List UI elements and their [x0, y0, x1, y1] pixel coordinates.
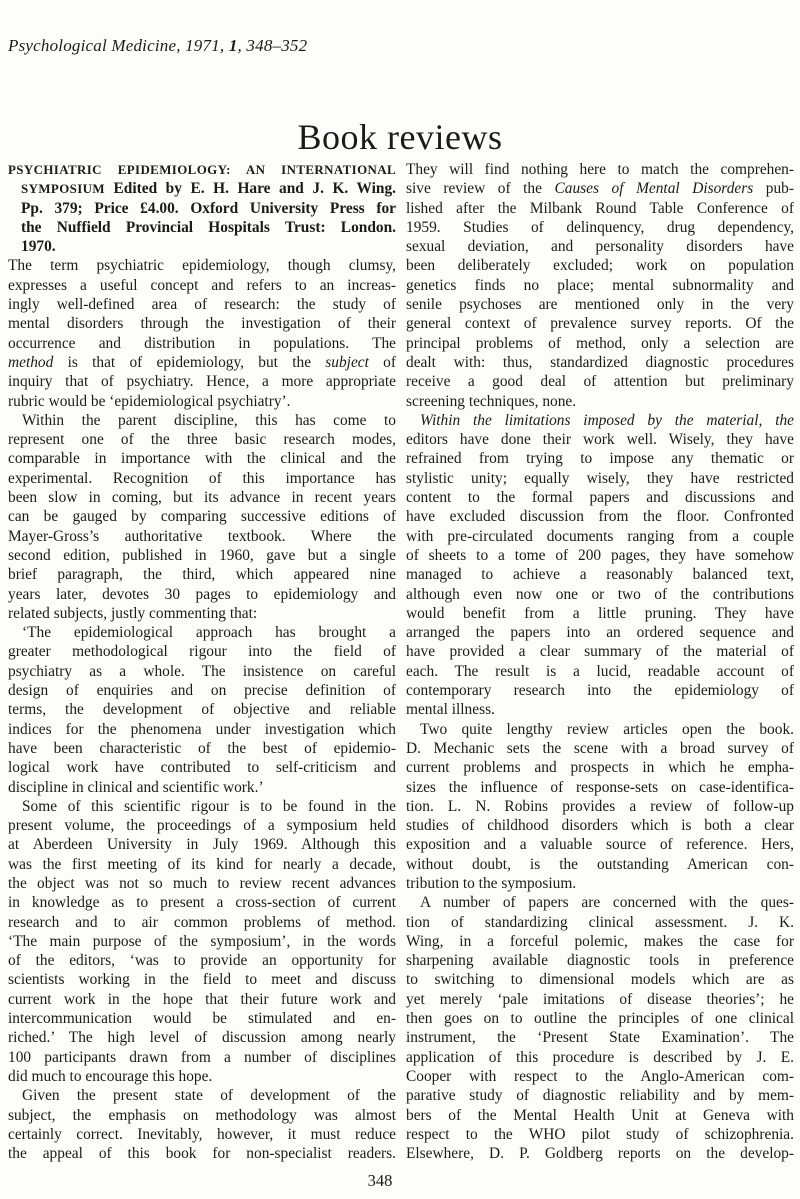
text-line: [8, 758, 396, 777]
text-run: genetics finds no place; mental subnormality and: [406, 276, 794, 294]
text-line: [406, 334, 794, 353]
text-line: [8, 1067, 396, 1086]
text-line: [8, 932, 396, 951]
text-run: inquiry that of psychiatry. Hence, a more appropriate: [8, 373, 396, 391]
text-line: [406, 565, 794, 584]
text-run: instrument, the ‘Present State Examination’. The: [406, 1029, 794, 1047]
text-run: the Nuffield Provincial Hospitals Trust: London.: [21, 218, 396, 236]
text-line: [406, 758, 794, 777]
paragraph: [406, 720, 794, 894]
text-line: [8, 449, 396, 468]
journal-citation: [8, 36, 307, 56]
text-run: stylistic unity; equally wisely, they have restricted: [406, 469, 794, 487]
text-run: the appeal of this book for non-specialist readers.: [8, 1145, 396, 1163]
text-run: with pre-circulated documents ranging from a couple: [406, 527, 794, 545]
journal-volume: 1: [228, 36, 238, 55]
text-line: [406, 1086, 794, 1105]
text-line: [406, 816, 794, 835]
text-run: They will find nothing here to match the comprehen-: [406, 161, 794, 178]
text-run: subject, the emphasis on methodology was almost: [8, 1106, 396, 1124]
text-line: [406, 855, 794, 874]
text-run: mental illness.: [406, 701, 495, 719]
text-run: Some of this scientific rigour is to be found in the: [22, 797, 396, 815]
text-run: content to the formal papers and discussions and: [406, 489, 794, 507]
text-run: scientists working in the field to meet and discuss: [8, 971, 396, 989]
text-run: receive a good deal of attention but preliminary: [406, 373, 794, 391]
text-line: [406, 585, 794, 604]
text-line: [406, 932, 794, 951]
text-line: [8, 662, 396, 681]
text-run: without doubt, is the outstanding American con-: [406, 855, 794, 873]
text-line: [8, 1125, 396, 1144]
text-line: [8, 893, 396, 912]
text-run: Mayer-Gross’s authoritative textbook. Where the: [8, 527, 396, 545]
paragraph: [8, 160, 396, 256]
text-line: [8, 1028, 396, 1047]
text-run: PSYCHIATRIC EPIDEMIOLOGY: AN INTERNATIONAL: [8, 162, 396, 177]
text-line: [8, 855, 396, 874]
text-run: been slow in coming, but its advance in recent years: [8, 489, 396, 507]
text-line: [8, 797, 396, 816]
text-run: represent one of the three basic research modes,: [8, 431, 396, 449]
text-run: sizes the influence of response-sets on case-identifica-: [406, 778, 794, 796]
page-number: 348: [367, 1171, 393, 1190]
text-line: [406, 160, 794, 179]
text-run: refrained from trying to impose any thematic or: [406, 450, 794, 468]
text-run: contemporary research into the epidemiology of: [406, 682, 794, 700]
right-column: [406, 160, 794, 1163]
text-run: method: [8, 353, 54, 371]
text-run: can be gauged by comparing successive editions of: [8, 508, 396, 526]
text-run: ‘The main purpose of the symposium’, in the words: [8, 932, 396, 950]
text-line: [406, 913, 794, 932]
text-line: [406, 411, 794, 430]
text-line: [8, 874, 396, 893]
text-line: [8, 199, 396, 218]
text-line: [8, 372, 396, 391]
text-line: [8, 835, 396, 854]
text-run: sive review of the: [406, 180, 555, 198]
paragraph: [8, 623, 396, 797]
text-run: A number of papers are concerned with the ques-: [420, 894, 794, 912]
text-line: [406, 276, 794, 295]
text-line: [406, 835, 794, 854]
text-line: [406, 700, 794, 719]
text-line: [8, 816, 396, 835]
text-line: [406, 1144, 794, 1163]
text-line: [8, 1086, 396, 1105]
text-run: related subjects, justly commenting that:: [8, 604, 258, 622]
text-line: [8, 720, 396, 739]
text-run: SYMPOSIUM: [21, 181, 106, 197]
text-run: 100 participants drawn from a number of disciplines: [8, 1048, 396, 1066]
text-run: indices for the phenomena under investigation which: [8, 720, 396, 738]
text-line: [406, 449, 794, 468]
text-run: Elsewhere, D. P. Goldberg reports on the develop-: [406, 1145, 794, 1163]
text-run: Within the parent discipline, this has come to: [22, 411, 396, 429]
text-run: terms, the development of objective and reliable: [8, 701, 396, 719]
text-run: Given the present state of development of the: [22, 1087, 396, 1105]
text-run: managed to achieve a reasonably balanced text,: [406, 566, 794, 584]
text-line: [406, 681, 794, 700]
text-line: [8, 585, 396, 604]
text-run: respect to the WHO pilot study of schizophrenia.: [406, 1125, 794, 1143]
text-line: [406, 951, 794, 970]
text-line: [406, 256, 794, 275]
text-run: second edition, published in 1960, gave but a single: [8, 546, 396, 564]
text-line: [8, 951, 396, 970]
text-line: [8, 295, 396, 314]
text-run: tribution to the symposium.: [406, 874, 577, 892]
text-line: [406, 874, 794, 893]
text-run: of sheets to a tome of 200 pages, they have somehow: [406, 546, 794, 564]
text-line: [8, 179, 396, 198]
text-run: current problems and prospects in which he empha-: [406, 759, 794, 777]
paragraph: [406, 411, 794, 720]
text-line: [406, 218, 794, 237]
text-line: [8, 565, 396, 584]
text-line: [406, 527, 794, 546]
text-line: [406, 179, 794, 198]
paragraph: [8, 797, 396, 1086]
text-line: [406, 430, 794, 449]
text-line: [406, 720, 794, 739]
text-line: [8, 353, 396, 372]
text-run: 1959. Studies of delinquency, drug dependency,: [406, 218, 794, 236]
text-line: [8, 276, 396, 295]
text-run: years later, devotes 30 pages to epidemiology and: [8, 585, 396, 603]
text-line: [406, 1048, 794, 1067]
text-line: [406, 778, 794, 797]
text-line: [8, 913, 396, 932]
text-run: studies of childhood disorders which is both a clear: [406, 817, 794, 835]
text-line: [8, 507, 396, 526]
text-run: D. Mechanic sets the scene with a broad survey of: [406, 739, 794, 757]
text-line: [8, 681, 396, 700]
text-run: lished after the Milbank Round Table Conference of: [406, 199, 794, 217]
text-line: [406, 970, 794, 989]
text-run: Cooper with respect to the Anglo-American com-: [406, 1067, 794, 1085]
text-run: mental disorders through the investigation of their: [8, 315, 396, 333]
journal-name: Psychological Medicine: [8, 36, 177, 55]
text-line: [406, 604, 794, 623]
text-run: discipline in clinical and scientific work.’: [8, 778, 264, 796]
text-line: [8, 642, 396, 661]
text-run: subject: [325, 353, 369, 371]
text-run: brief paragraph, the third, which appeared nine: [8, 566, 396, 584]
text-run: senile psychoses are mentioned only in the very: [406, 296, 794, 314]
text-line: [406, 739, 794, 758]
text-line: [8, 430, 396, 449]
text-run: Two quite lengthy review articles open the book.: [420, 720, 794, 738]
text-line: [8, 411, 396, 430]
text-run: Wing, in a forceful polemic, makes the case for: [406, 932, 794, 950]
page-title: Book reviews: [297, 117, 503, 158]
text-run: at Aberdeen University in July 1969. Although this: [8, 836, 396, 854]
text-run: yet merely ‘pale imitations of disease theories’; he: [406, 990, 794, 1008]
text-run: of the editors, ‘was to provide an opportunity for: [8, 952, 396, 970]
text-line: [406, 1067, 794, 1086]
text-line: [8, 1009, 396, 1028]
text-run: occurrence and distribution in populations. The: [8, 334, 396, 352]
text-run: psychiatry as a whole. The insistence on careful: [8, 662, 396, 680]
text-run: each. The result is a lucid, readable account of: [406, 662, 794, 680]
text-line: [8, 1106, 396, 1125]
text-line: [406, 372, 794, 391]
text-run: 1970.: [21, 238, 56, 256]
text-line: [406, 797, 794, 816]
text-line: [8, 1144, 396, 1163]
paragraph: [8, 411, 396, 623]
text-run: The term psychiatric epidemiology, though clumsy,: [8, 257, 396, 275]
text-run: exposition and a valuable source of reference. Hers,: [406, 836, 794, 854]
text-line: [406, 314, 794, 333]
text-line: [8, 970, 396, 989]
text-line: [8, 700, 396, 719]
text-run: tion of standardizing clinical assessment. J. K.: [406, 913, 794, 931]
text-run: Causes of Mental Disorders: [554, 180, 754, 198]
text-run: present volume, the proceedings of a symposium held: [8, 817, 396, 835]
text-line: [406, 546, 794, 565]
text-run: did much to encourage this hope.: [8, 1067, 213, 1085]
text-run: would benefit from a little pruning. They have: [406, 604, 794, 622]
text-run: been deliberately excluded; work on population: [406, 257, 794, 275]
text-line: [406, 469, 794, 488]
left-column: [8, 160, 396, 1163]
journal-citation-middle: , 1971,: [176, 36, 229, 55]
text-line: [406, 295, 794, 314]
text-line: [406, 507, 794, 526]
text-run: general context of prevalence survey reports. Of the: [406, 315, 794, 333]
text-line: [406, 1028, 794, 1047]
text-run: riched.’ The high level of discussion among nearly: [8, 1029, 396, 1047]
text-line: [8, 392, 396, 411]
text-line: [406, 662, 794, 681]
text-line: [406, 392, 794, 411]
text-line: [8, 334, 396, 353]
text-run: application of this procedure is described by J. E.: [406, 1048, 794, 1066]
text-line: [8, 778, 396, 797]
review-text: [8, 160, 794, 1163]
text-line: [406, 1125, 794, 1144]
journal-citation-end: , 348–352: [237, 36, 308, 55]
text-line: [8, 218, 396, 237]
text-line: [8, 546, 396, 565]
text-run: Pp. 379; Price £4.00. Oxford University Press for: [21, 199, 396, 217]
text-run: intercommunication would be stimulated and en-: [8, 1010, 396, 1028]
text-run: Within the limitations imposed by the material, the: [420, 411, 794, 429]
text-run: Edited by E. H. Hare and J. K. Wing.: [105, 180, 396, 198]
text-run: although even now one or two of the contributions: [406, 585, 794, 603]
text-run: current work in the hope that their future work and: [8, 990, 396, 1008]
text-run: parative study of diagnostic reliability and by mem-: [406, 1087, 794, 1105]
text-run: in knowledge as to present a cross-section of current: [8, 894, 396, 912]
paragraph: [406, 160, 794, 411]
text-run: screening techniques, none.: [406, 392, 577, 410]
text-line: [8, 314, 396, 333]
text-line: [8, 160, 396, 179]
text-run: dealt with: thus, standardized diagnostic procedures: [406, 353, 794, 371]
text-run: was the first meeting of its kind for nearly a decade,: [8, 855, 396, 873]
text-run: the object was not so much to review recent advances: [8, 874, 396, 892]
text-run: comparable in importance with the clinical and the: [8, 450, 396, 468]
text-run: have been characteristic of the best of epidemio-: [8, 739, 396, 757]
text-run: research and to air common problems of method.: [8, 913, 396, 931]
text-run: have provided a clear summary of the material of: [406, 643, 794, 661]
text-run: have excluded discussion from the floor. Confronted: [406, 508, 794, 526]
text-run: logical work have contributed to self-criticism and: [8, 759, 396, 777]
text-line: [8, 527, 396, 546]
text-run: editors have done their work well. Wisely, they have: [406, 431, 794, 449]
paragraph: [8, 1086, 396, 1163]
text-run: to switching to dimensional models which are as: [406, 971, 794, 989]
text-run: ‘The epidemiological approach has brought a: [22, 624, 396, 642]
text-line: [8, 1048, 396, 1067]
text-run: rubric would be ‘epidemiological psychiatry’.: [8, 392, 291, 410]
paragraph: [8, 256, 396, 410]
text-line: [8, 623, 396, 642]
text-line: [406, 990, 794, 1009]
text-line: [8, 256, 396, 275]
text-run: arranged the papers into an ordered sequence and: [406, 624, 794, 642]
text-run: expresses a useful concept and refers to an increas-: [8, 276, 396, 294]
text-run: then goes on to outline the principles of one clinical: [406, 1010, 794, 1028]
text-run: sharpening available diagnostic tools in preference: [406, 952, 794, 970]
text-line: [406, 1009, 794, 1028]
text-run: greater methodological rigour into the field of: [8, 643, 396, 661]
text-run: tion. L. N. Robins provides a review of follow-up: [406, 797, 794, 815]
text-line: [406, 488, 794, 507]
text-line: [8, 488, 396, 507]
text-line: [406, 199, 794, 218]
text-run: certainly correct. Inevitably, however, it must reduce: [8, 1125, 396, 1143]
text-line: [8, 604, 396, 623]
text-line: [8, 237, 396, 256]
paragraph: [406, 893, 794, 1163]
text-run: design of enquiries and on precise definition of: [8, 682, 396, 700]
text-line: [406, 642, 794, 661]
text-line: [8, 990, 396, 1009]
text-run: bers of the Mental Health Unit at Geneva with: [406, 1106, 794, 1124]
text-line: [406, 237, 794, 256]
text-run: experimental. Recognition of this importance has: [8, 469, 396, 487]
text-run: principal problems of method, only a selection are: [406, 334, 794, 352]
text-run: ingly well-defined area of research: the study of: [8, 296, 396, 314]
text-run: sexual deviation, and personality disorders have: [406, 238, 794, 256]
text-line: [8, 469, 396, 488]
text-run: pub-: [753, 180, 794, 198]
text-run: of: [368, 353, 396, 371]
text-line: [406, 893, 794, 912]
text-line: [406, 1106, 794, 1125]
text-line: [8, 739, 396, 758]
text-line: [406, 353, 794, 372]
text-run: is that of epidemiology, but the: [53, 353, 326, 371]
text-line: [406, 623, 794, 642]
